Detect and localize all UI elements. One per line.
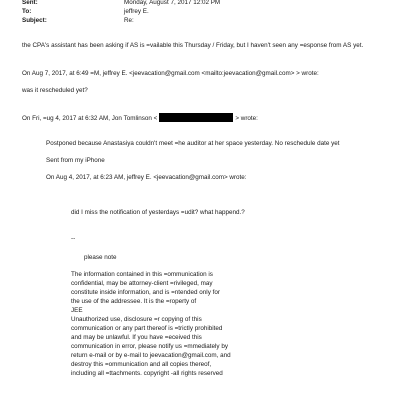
disclaimer-line: the use of the addressee. It is the =roperty of — [71, 298, 197, 305]
quote1-intro: On Aug 7, 2017, at 6:49 =M, jeffrey E. <jeevacation@gmail.com <mailto:jeevacation@gmail.com> > wrote: — [22, 70, 319, 77]
quote3-intro: On Aug 4, 2017, at 6:23 AM, jeffrey E. <jeevacation@gmail.com> wrote: — [46, 174, 247, 181]
disclaimer-line: communication or any part thereof is =trictly prohibited — [71, 325, 223, 332]
quote3-text: did I miss the notification of yesterdays =udit? what happend.? — [71, 209, 245, 216]
subject-label: Subject: — [22, 17, 47, 24]
to-value: jeffrey E. — [124, 8, 149, 15]
disclaimer-line: constitute inside information, and is =ntended only for — [71, 289, 220, 296]
disclaimer-line: The information contained in this =ommunication is — [71, 271, 213, 278]
disclaimer-line: destroy this =ommunication and all copies thereof, — [71, 361, 212, 368]
sent-label: Sent: — [22, 0, 38, 6]
disclaimer-line: return e-mail or by e-mail to jeevacation@gmail.com, and — [71, 352, 231, 359]
quote2-intro-a: On Fri, =ug 4, 2017 at 6:32 AM, Jon Tomlinson < — [22, 115, 158, 122]
quote2-intro — [22, 113, 258, 123]
disclaimer-line: confidential, may be attorney-client =rivileged, may — [71, 280, 213, 287]
signature-dashes: -- — [71, 235, 76, 242]
to-label: To: — [22, 8, 32, 15]
please-note: please note — [84, 254, 117, 261]
quote2-text: Postponed because Anastasiya couldn't meet =he auditor at her space yesterday. No reschedule date yet — [46, 140, 340, 147]
disclaimer-line: and may be unlawful. If you have =eceived this — [71, 334, 202, 341]
body-line-1: the CPA's assistant has been asking if AS is =vailable this Thursday / Friday, but I haven't seen any =esponse from AS yet. — [22, 42, 364, 49]
disclaimer-line: communication in error, please notify us =mmediately by — [71, 343, 228, 350]
disclaimer-line: including all =ttachments. copyright -all rights reserved — [71, 370, 223, 377]
subject-value: Re: — [124, 17, 134, 24]
sent-value: Monday, August 7, 2017 12:02 PM — [124, 0, 221, 6]
quote2-intro-b: > wrote: — [235, 115, 258, 122]
disclaimer-line: Unauthorized use, disclosure =r copying of this — [71, 316, 202, 323]
quote1-text: was it rescheduled yet? — [22, 87, 88, 94]
quote2-signature: Sent from my iPhone — [46, 157, 105, 164]
redaction-block — [159, 113, 233, 122]
disclaimer-line: JEE — [71, 307, 83, 314]
